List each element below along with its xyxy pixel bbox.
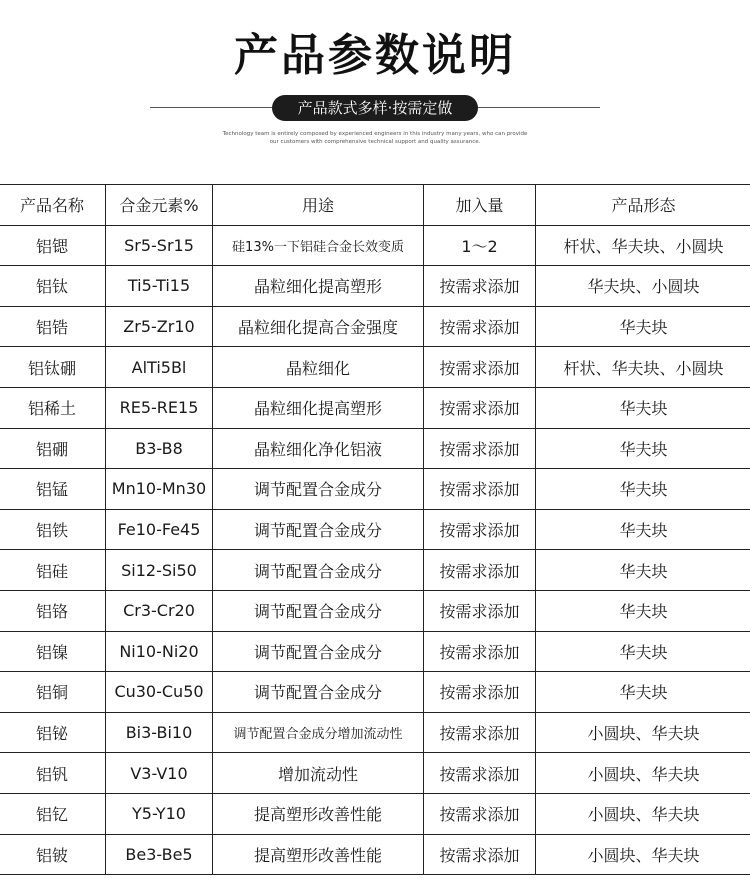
product-form-cell: 小圆块、华夫块 (536, 834, 750, 875)
table-body (0, 225, 750, 875)
table-row (0, 550, 750, 591)
product-name-cell: 铝钇 (0, 793, 106, 834)
table-row (0, 387, 750, 428)
divider-left (150, 107, 280, 108)
table-row (0, 631, 750, 672)
product-name-cell: 铝铍 (0, 834, 106, 875)
parameter-table (0, 184, 750, 875)
usage-cell: 提高塑形改善性能 (213, 834, 424, 875)
alloy-element-cell: V3-V10 (106, 753, 213, 794)
product-form-cell: 小圆块、华夫块 (536, 793, 750, 834)
usage-cell: 调节配置合金成分 (213, 550, 424, 591)
product-form-cell: 小圆块、华夫块 (536, 712, 750, 753)
alloy-element-cell: Cu30-Cu50 (106, 672, 213, 713)
addition-amount-cell: 按需求添加 (424, 672, 536, 713)
product-form-cell: 小圆块、华夫块 (536, 753, 750, 794)
addition-amount-cell: 按需求添加 (424, 266, 536, 307)
product-name-cell: 铝锆 (0, 306, 106, 347)
addition-amount-cell: 按需求添加 (424, 834, 536, 875)
addition-amount-cell: 按需求添加 (424, 428, 536, 469)
usage-cell: 提高塑形改善性能 (213, 793, 424, 834)
product-name-cell: 铝铋 (0, 712, 106, 753)
usage-cell: 调节配置合金成分 (213, 469, 424, 510)
addition-amount-cell: 按需求添加 (424, 347, 536, 388)
table-row (0, 347, 750, 388)
addition-amount-cell: 按需求添加 (424, 793, 536, 834)
alloy-element-cell: Be3-Be5 (106, 834, 213, 875)
alloy-element-cell: RE5-RE15 (106, 387, 213, 428)
table-row (0, 225, 750, 266)
usage-cell: 晶粒细化 (213, 347, 424, 388)
alloy-element-cell: Ni10-Ni20 (106, 631, 213, 672)
addition-amount-cell: 按需求添加 (424, 387, 536, 428)
table-row (0, 509, 750, 550)
product-name-cell: 铝钒 (0, 753, 106, 794)
addition-amount-cell: 按需求添加 (424, 631, 536, 672)
alloy-element-cell: Si12-Si50 (106, 550, 213, 591)
table-row (0, 793, 750, 834)
caption-line-2: our customers with comprehensive technical support and quality assurance. (269, 139, 481, 145)
usage-cell: 调节配置合金成分 (213, 631, 424, 672)
product-name-cell: 铝锰 (0, 469, 106, 510)
column-header: 产品形态 (536, 185, 750, 226)
addition-amount-cell: 按需求添加 (424, 550, 536, 591)
product-name-cell: 铝钛 (0, 266, 106, 307)
table-row (0, 428, 750, 469)
product-name-cell: 铝铬 (0, 590, 106, 631)
usage-cell: 硅13%一下铝硅合金长效变质 (213, 225, 424, 266)
usage-cell: 晶粒细化提高塑形 (213, 387, 424, 428)
table-row (0, 306, 750, 347)
product-form-cell: 华夫块 (536, 306, 750, 347)
usage-cell: 调节配置合金成分 (213, 672, 424, 713)
product-form-cell: 华夫块 (536, 509, 750, 550)
alloy-element-cell: B3-B8 (106, 428, 213, 469)
subtitle-pill: 产品款式多样·按需定做 (272, 95, 478, 121)
product-form-cell: 华夫块 (536, 631, 750, 672)
usage-cell: 调节配置合金成分增加流动性 (213, 712, 424, 753)
alloy-element-cell: Cr3-Cr20 (106, 590, 213, 631)
product-form-cell: 杆状、华夫块、小圆块 (536, 225, 750, 266)
divider-right (470, 107, 600, 108)
alloy-element-cell: Ti5-Ti15 (106, 266, 213, 307)
table-row (0, 712, 750, 753)
product-name-cell: 铝铜 (0, 672, 106, 713)
product-name-cell: 铝硼 (0, 428, 106, 469)
addition-amount-cell: 按需求添加 (424, 590, 536, 631)
caption-line-1: Technology team is entirely composed by experienced engineers in this industry many years, who can provide (222, 131, 528, 137)
product-name-cell: 铝锶 (0, 225, 106, 266)
table-row (0, 672, 750, 713)
table-row (0, 590, 750, 631)
alloy-element-cell: Y5-Y10 (106, 793, 213, 834)
usage-cell: 调节配置合金成分 (213, 590, 424, 631)
table-header-row (0, 185, 750, 226)
product-name-cell: 铝铁 (0, 509, 106, 550)
alloy-element-cell: Zr5-Zr10 (106, 306, 213, 347)
caption-text (200, 130, 550, 146)
table-row (0, 266, 750, 307)
usage-cell: 增加流动性 (213, 753, 424, 794)
usage-cell: 晶粒细化提高合金强度 (213, 306, 424, 347)
product-name-cell: 铝镍 (0, 631, 106, 672)
alloy-element-cell: Mn10-Mn30 (106, 469, 213, 510)
page-title: 产品参数说明 (234, 30, 516, 81)
table-row (0, 469, 750, 510)
addition-amount-cell: 按需求添加 (424, 306, 536, 347)
product-form-cell: 华夫块 (536, 387, 750, 428)
product-name-cell: 铝稀土 (0, 387, 106, 428)
usage-cell: 晶粒细化提高塑形 (213, 266, 424, 307)
product-name-cell: 铝硅 (0, 550, 106, 591)
alloy-element-cell: AlTi5Bl (106, 347, 213, 388)
usage-cell: 晶粒细化净化铝液 (213, 428, 424, 469)
addition-amount-cell: 按需求添加 (424, 753, 536, 794)
addition-amount-cell: 按需求添加 (424, 469, 536, 510)
addition-amount-cell: 按需求添加 (424, 509, 536, 550)
alloy-element-cell: Fe10-Fe45 (106, 509, 213, 550)
alloy-element-cell: Sr5-Sr15 (106, 225, 213, 266)
table-row (0, 753, 750, 794)
column-header: 产品名称 (0, 185, 106, 226)
product-form-cell: 华夫块、小圆块 (536, 266, 750, 307)
product-form-cell: 华夫块 (536, 428, 750, 469)
alloy-element-cell: Bi3-Bi10 (106, 712, 213, 753)
product-form-cell: 杆状、华夫块、小圆块 (536, 347, 750, 388)
column-header: 加入量 (424, 185, 536, 226)
product-form-cell: 华夫块 (536, 590, 750, 631)
column-header: 用途 (213, 185, 424, 226)
table-row (0, 834, 750, 875)
product-form-cell: 华夫块 (536, 469, 750, 510)
usage-cell: 调节配置合金成分 (213, 509, 424, 550)
column-header: 合金元素% (106, 185, 213, 226)
addition-amount-cell: 1～2 (424, 225, 536, 266)
product-form-cell: 华夫块 (536, 550, 750, 591)
product-name-cell: 铝钛硼 (0, 347, 106, 388)
product-form-cell: 华夫块 (536, 672, 750, 713)
addition-amount-cell: 按需求添加 (424, 712, 536, 753)
